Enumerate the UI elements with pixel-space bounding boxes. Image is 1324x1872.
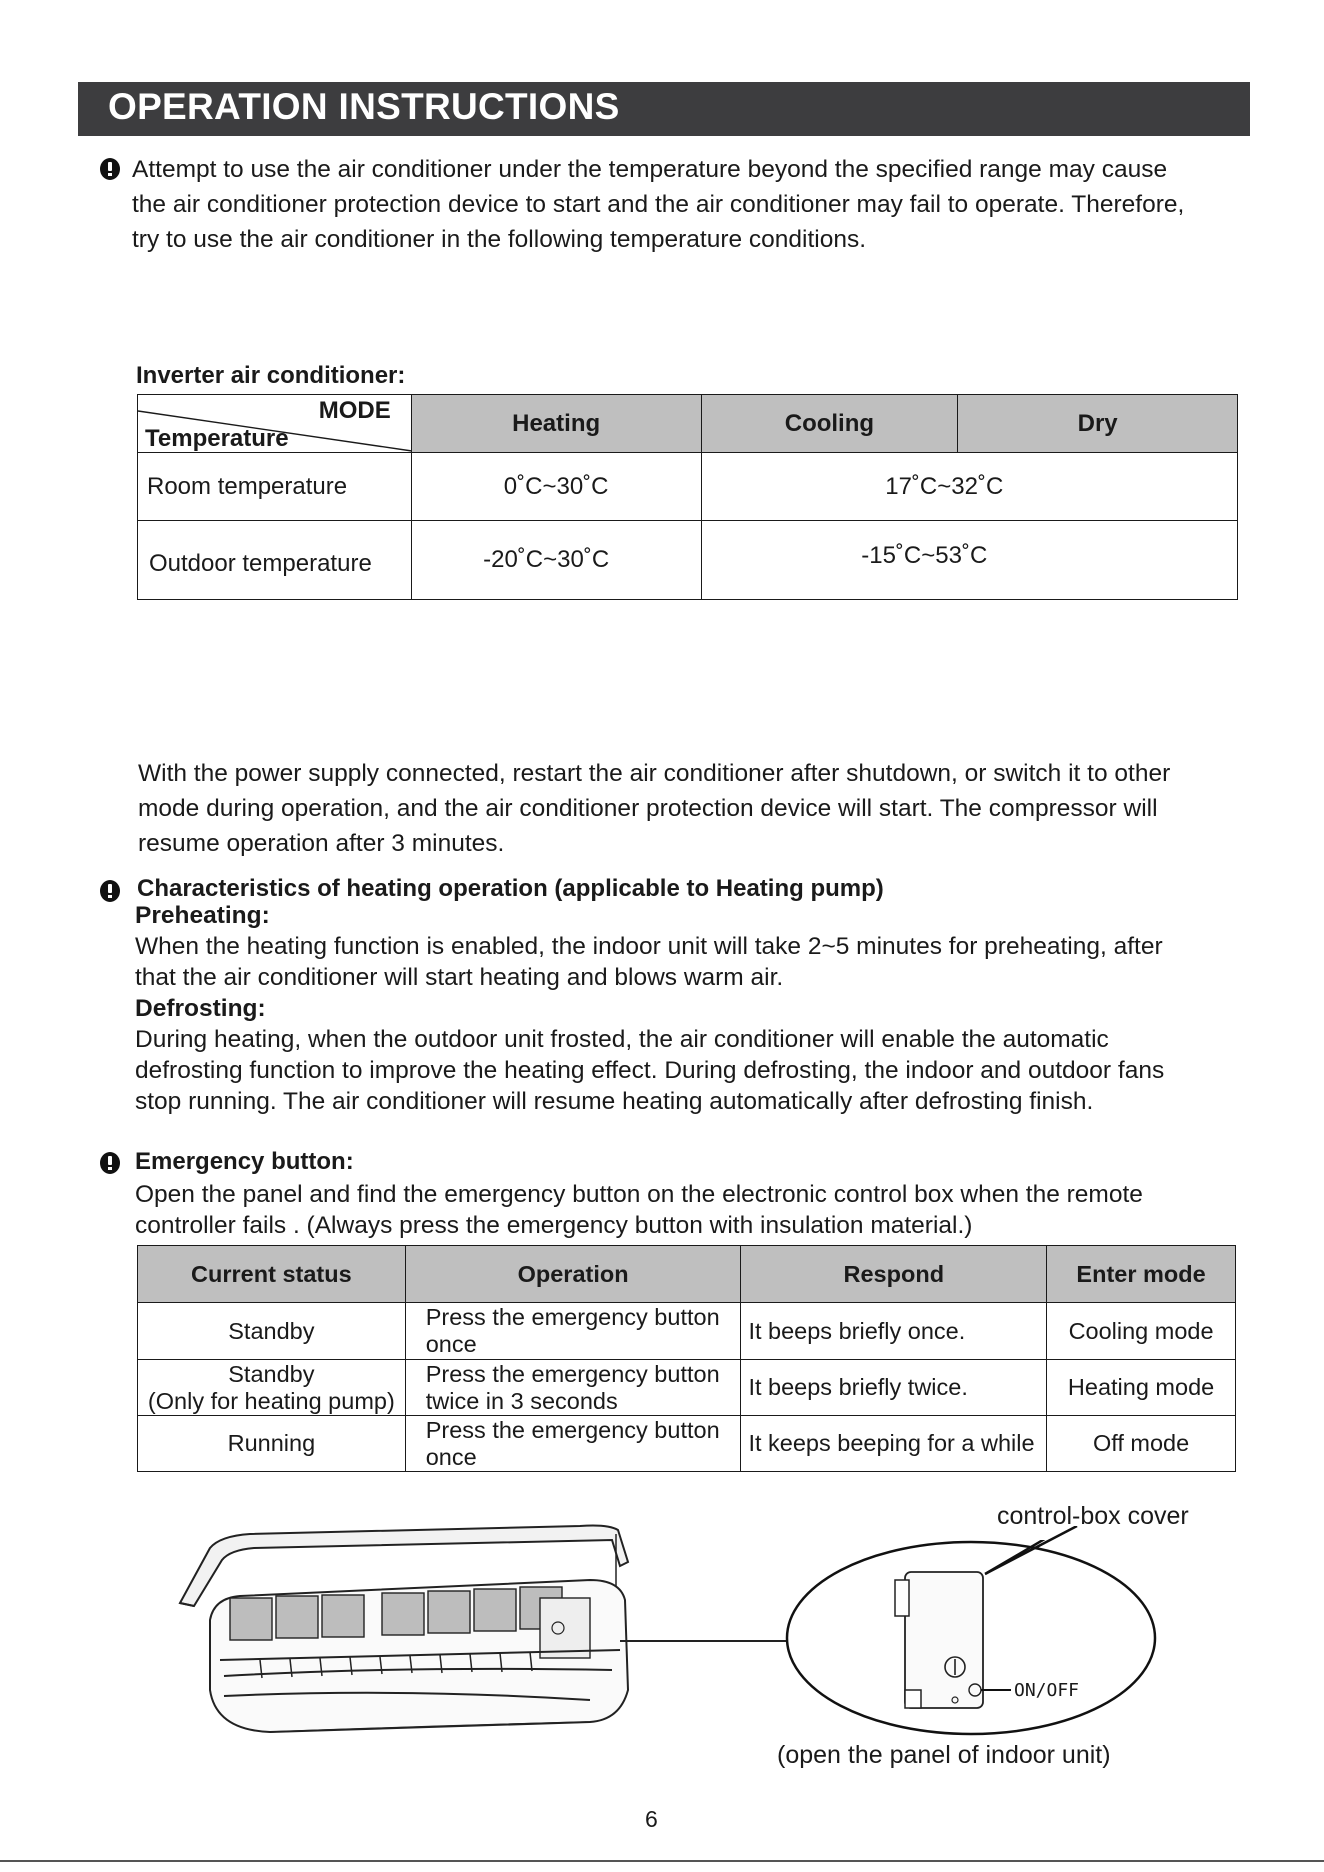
notice-line: the air conditioner protection device to start and the air conditioner may fail to operate. Therefore, [132,191,1185,218]
table-row [138,521,1238,600]
operation-cell [405,1360,741,1416]
operation-cell [405,1303,741,1360]
defrosting-title: Defrosting: [135,995,266,1022]
table-row [138,1416,1236,1472]
cover-leader-line [985,1526,1085,1576]
row-label: Room temperature [138,453,412,521]
operation-cell [405,1416,741,1472]
warning-icon [100,880,120,902]
emergency-button-table [137,1245,1236,1472]
operation-line: Press the emergency button [425,1360,720,1387]
body-line: When the heating function is enabled, the indoor unit will take 2~5 minutes for preheating, after [135,933,1163,960]
operation-line: Press the emergency button [425,1416,720,1443]
body-line: controller fails . (Always press the emergency button with insulation material.) [135,1212,973,1239]
emergency-section-heading: Emergency button: [135,1148,354,1175]
column-header-operation: Operation [405,1246,741,1303]
emergency-description [135,1179,1285,1241]
column-header-dry: Dry [958,395,1238,453]
notice-line: try to use the air conditioner in the following temperature conditions. [132,226,867,253]
corner-mode-label: MODE [318,397,391,424]
preheating-title: Preheating: [135,902,270,929]
restart-note [138,756,1278,861]
page-number: 6 [645,1806,658,1832]
heating-range: 0˚C~30˚C [411,453,701,521]
row-label: Outdoor temperature [138,521,412,600]
section-title-bar [78,82,1250,136]
page-title: OPERATION INSTRUCTIONS [108,86,620,127]
cooling-dry-range: -15˚C~53˚C [701,521,1237,600]
operation-line: twice in 3 seconds [425,1387,618,1414]
body-line: that the air conditioner will start heating and blows warm air. [135,964,784,991]
heating-range: -20˚C~30˚C [411,521,701,600]
status-cell [138,1360,406,1416]
respond-cell: It keeps beeping for a while [741,1416,1047,1472]
note-line: resume operation after 3 minutes. [138,830,505,857]
status-cell: Running [138,1416,406,1472]
control-box-cover-label: control-box cover [997,1502,1189,1530]
operation-line: once [425,1443,477,1470]
heating-section-heading: Characteristics of heating operation (applicable to Heating pump) [137,875,884,902]
illustration-caption: (open the panel of indoor unit) [777,1741,1111,1769]
body-line: stop running. The air conditioner will resume heating automatically after defrosting finish. [135,1088,1094,1115]
column-header-mode: Enter mode [1047,1246,1236,1303]
corner-temperature-label: Temperature [145,425,289,452]
table-row [138,1303,1236,1360]
control-box-magnified-view [785,1540,1157,1740]
table-row [138,453,1238,521]
mode-cell: Off mode [1047,1416,1236,1472]
column-header-respond: Respond [741,1246,1047,1303]
mode-cell: Cooling mode [1047,1303,1236,1360]
column-header-cooling: Cooling [701,395,958,453]
note-line: mode during operation, and the air conditioner protection device will start. The compressor will [138,795,1158,822]
body-line: defrosting function to improve the heating effect. During defrosting, the indoor and outdoor fans [135,1057,1165,1084]
respond-cell: It beeps briefly twice. [741,1360,1047,1416]
column-header-heating: Heating [411,395,701,453]
mode-cell: Heating mode [1047,1360,1236,1416]
page-bottom-rule [0,1860,1324,1862]
operation-line: Press the emergency button [425,1304,720,1330]
heating-section-body [135,900,1285,1117]
temperature-notice [132,152,1272,257]
status-line: Standby [228,1360,315,1387]
warning-icon [100,1152,120,1174]
body-line: During heating, when the outdoor unit frosted, the air conditioner will enable the automatic [135,1026,1109,1053]
table-corner-cell [138,395,412,453]
cooling-dry-range: 17˚C~32˚C [701,453,1237,521]
notice-line: Attempt to use the air conditioner under the temperature beyond the specified range may cause [132,156,1168,183]
inverter-table-caption: Inverter air conditioner: [136,362,406,389]
operation-line: once [425,1331,477,1357]
connector-line [648,1640,788,1642]
temperature-range-table [137,394,1238,600]
status-note: (Only for heating pump) [147,1387,395,1414]
indoor-unit-illustration [150,1500,650,1760]
on-off-label: ON/OFF [1014,1680,1080,1701]
body-line: Open the panel and find the emergency button on the electronic control box when the remote [135,1181,1143,1208]
note-line: With the power supply connected, restart the air conditioner after shutdown, or switch it to other [138,760,1171,787]
column-header-status: Current status [138,1246,406,1303]
warning-icon [100,158,120,180]
status-cell: Standby [138,1303,406,1360]
respond-cell: It beeps briefly once. [741,1303,1047,1360]
table-row [138,1360,1236,1416]
